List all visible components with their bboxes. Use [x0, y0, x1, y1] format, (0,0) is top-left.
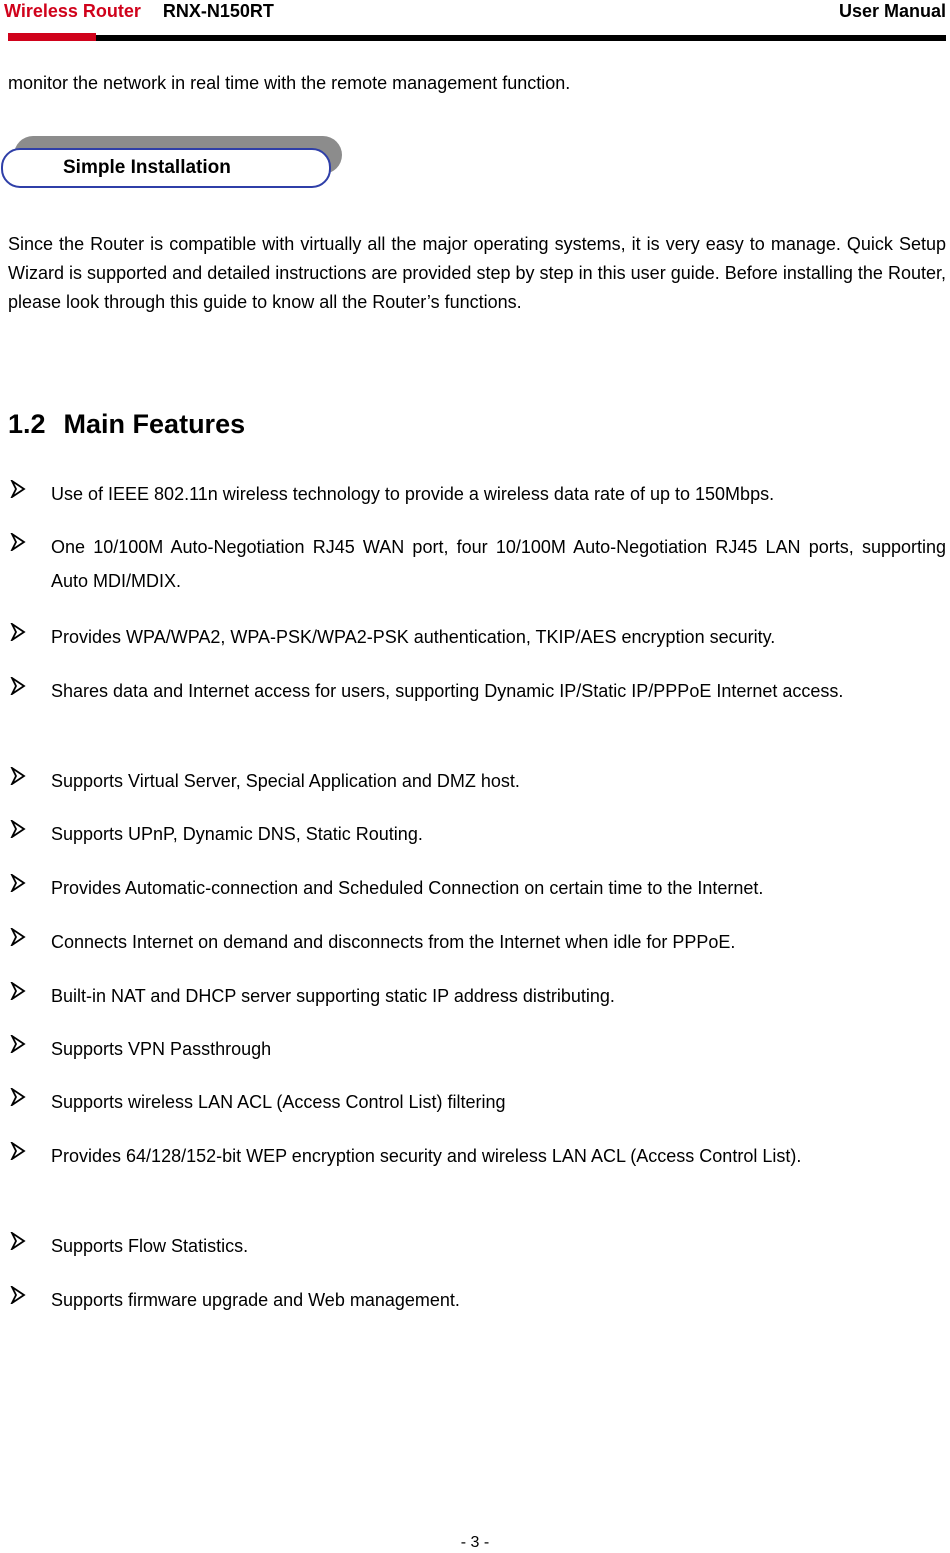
header-product-name: Wireless Router — [4, 1, 141, 21]
arrowhead-bullet-icon — [10, 480, 26, 498]
arrowhead-bullet-icon — [10, 623, 26, 641]
feature-text: Provides Automatic-connection and Scheduled Connection on certain time to the Internet. — [51, 878, 764, 898]
header-model: RNX-N150RT — [162, 1, 274, 21]
arrowhead-bullet-icon — [10, 1142, 26, 1160]
arrowhead-bullet-icon — [10, 1232, 26, 1250]
installation-paragraph: Since the Router is compatible with virtually all the major operating systems, it is very easy to manage. Quick Setup Wizard is supported and detailed instructions are provided step by step in this user guide. Before installing the Router, please look through this guide to know all the Router’s functions. — [8, 234, 946, 312]
arrowhead-bullet-icon — [10, 533, 26, 551]
intro-line: monitor the network in real time with the remote management function. — [8, 73, 571, 93]
arrowhead-bullet-icon — [10, 874, 26, 892]
badge-label: Simple Installation — [63, 157, 231, 178]
arrowhead-bullet-icon — [10, 1035, 26, 1053]
feature-text: Provides 64/128/152-bit WEP encryption security and wireless LAN ACL (Access Control List). — [51, 1146, 802, 1166]
feature-text: One 10/100M Auto-Negotiation RJ45 WAN port, four 10/100M Auto-Negotiation RJ45 LAN ports, supporting Auto MDI/MDIX. — [51, 537, 946, 591]
page-header — [0, 0, 950, 44]
feature-text: Connects Internet on demand and disconnects from the Internet when idle for PPPoE. — [51, 932, 736, 952]
header-rule — [96, 35, 946, 41]
feature-text: Supports wireless LAN ACL (Access Control List) filtering — [51, 1092, 506, 1112]
feature-text: Supports VPN Passthrough — [51, 1039, 272, 1059]
page-number: - 3 - — [460, 1534, 490, 1551]
feature-text: Use of IEEE 802.11n wireless technology to provide a wireless data rate of up to 150Mbps. — [51, 484, 775, 504]
feature-text: Provides WPA/WPA2, WPA-PSK/WPA2-PSK authentication, TKIP/AES encryption security. — [51, 627, 776, 647]
section-badge — [0, 134, 345, 190]
feature-text: Supports firmware upgrade and Web management. — [51, 1290, 460, 1310]
arrowhead-bullet-icon — [10, 820, 26, 838]
arrowhead-bullet-icon — [10, 928, 26, 946]
header-rule-accent — [8, 33, 96, 41]
arrowhead-bullet-icon — [10, 767, 26, 785]
feature-text: Supports Flow Statistics. — [51, 1236, 249, 1256]
arrowhead-bullet-icon — [10, 1088, 26, 1106]
header-product — [4, 0, 274, 22]
feature-text: Supports Virtual Server, Special Application and DMZ host. — [51, 771, 520, 791]
feature-text: Built-in NAT and DHCP server supporting static IP address distributing. — [51, 986, 615, 1006]
arrowhead-bullet-icon — [10, 982, 26, 1000]
badge-pill — [1, 148, 331, 188]
arrowhead-bullet-icon — [10, 677, 26, 695]
feature-text: Shares data and Internet access for users, supporting Dynamic IP/Static IP/PPPoE Internet access. — [51, 681, 844, 701]
section-title: Main Features — [63, 409, 246, 439]
section-heading — [8, 406, 245, 442]
section-number: 1.2 — [8, 409, 46, 439]
arrowhead-bullet-icon — [10, 1286, 26, 1304]
feature-text: Supports UPnP, Dynamic DNS, Static Routing. — [51, 824, 423, 844]
header-manual-title: User Manual — [838, 1, 946, 21]
